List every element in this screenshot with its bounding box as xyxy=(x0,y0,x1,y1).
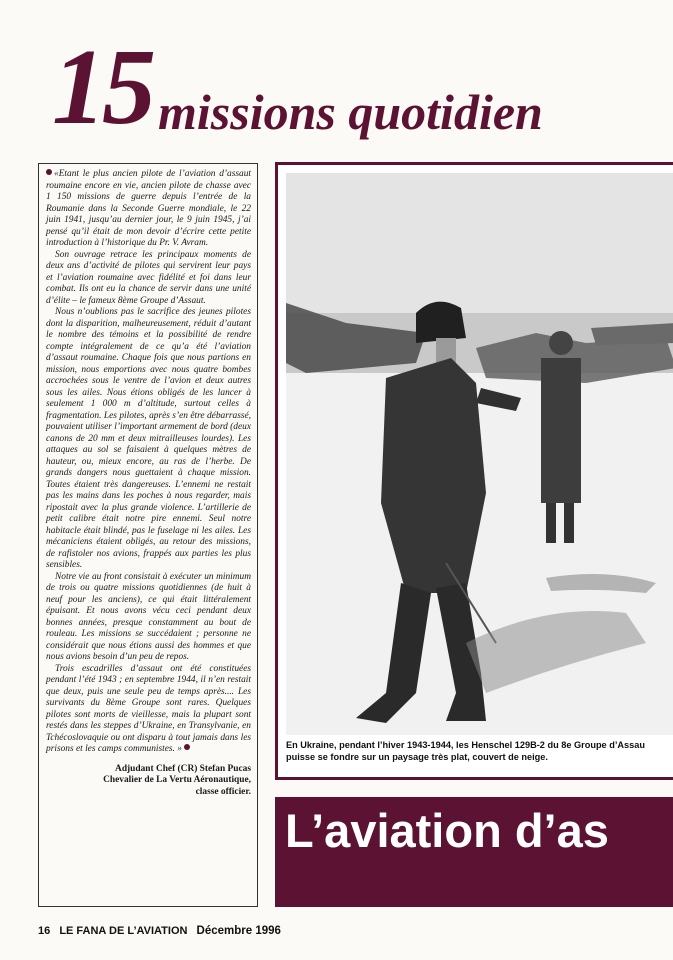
section-banner xyxy=(275,797,673,907)
sidebar-paragraph-2: Son ouvrage retrace les principaux moments de deux ans d’activité de pilotes qui servirent leur pays et l’aviation roumaine avec fidélité et foi dans leur combat. Ils ont eu la chance de servir dans une unité d’élite – le fameux 8ème Groupe d’Assaut. xyxy=(46,249,251,306)
page-footer xyxy=(38,925,287,937)
signature-name: Adjudant Chef (CR) Stefan Pucas xyxy=(115,763,251,774)
magazine-name: LE FANA DE L’AVIATION xyxy=(59,925,188,937)
caption-line-1: En Ukraine, pendant l’hiver 1943-1944, les Henschel 129B-2 du 8e Groupe d’Assau xyxy=(286,740,645,750)
sidebar-testimony xyxy=(38,163,258,907)
banner-title: L’aviation d’as xyxy=(285,804,609,857)
bullet-icon xyxy=(46,169,52,175)
sidebar-paragraph-5: Trois escadrilles d’assaut ont été constituées pendant l’été 1943 ; en septembre 1944, il n’en restait que deux, puis une seule peu de temps après.... Les survivants du 8ème Groupe sont rares. Quelques pilotes sont morts de vieillesse, mais la plupart sont restés dans les steppes d’Ukraine, en Transylvanie, en Tchécoslovaquie ou ont disparu à tout jamais dans les prisons et les camps communistes. » xyxy=(46,663,251,754)
page-number: 16 xyxy=(38,925,51,937)
signature xyxy=(46,764,251,799)
headline-number: 15 xyxy=(52,34,152,144)
headline-title: missions quotidien xyxy=(158,84,543,140)
signature-title: Chevalier de La Vertu Aéronautique, xyxy=(103,775,251,785)
end-bullet-icon xyxy=(184,744,190,750)
sidebar-paragraph-4: Notre vie au front consistait à exécuter un minimum de trois ou quatre missions quotidiennes (de huit à neuf pour les anciens), ce qui était littéralement épuisant. Et nous avons vécu ceci pendant deux bonnes années, presque constamment au bout de rouleau. Les missions se succédaient ; personne ne considérait que nous étions aussi des hommes et que nous avions besoin d’un peu de repos. xyxy=(46,571,251,662)
sidebar-paragraph-3: Nous n’oublions pas le sacrifice des jeunes pilotes dont la disparition, malheureusement, réduit d’autant le nombre des témoins et la possibilité de rendre compte intégralement de ce qu’a été l’aviation d’assaut roumaine. Chaque fois que nous partions en mission, nous emportions avec nous quatre bombes accrochées sous le ventre de l’avion et deux autres sous les ailes. Nous étions obligés de les lancer à seulement 1 000 m d’altitude, surtout celles à fragmentation. Les pilotes, après s’en être débarrassé, pouvaient utiliser l’important armement de bord (deux canons de 20 mm et deux mitrailleuses lourdes). Les attaques au sol se faisaient à quelques mètres de hauteur, ou, mieux encore, au ras de l’herbe. De grands dangers nous guettaient à chaque mission. Toutes étaient très dangereuses. L’ennemi ne restait pas les mains dans les poches à nous regarder, mais ripostait avec la plus grande violence. L’artillerie de petit calibre était notre pire ennemi. Seul notre habitacle était blindé, pas le fuselage ni les ailes. Les mécaniciens étaient obligés, au retour des missions, de rafistoler nos avions, frappés aux parties les plus sensibles. xyxy=(46,307,251,570)
photo-ukraine-winter xyxy=(286,173,673,735)
signature-class: classe officier. xyxy=(195,786,251,797)
sidebar-paragraph-1: «Etant le plus ancien pilote de l’aviation d’assaut roumaine encore en vie, ancien pilote de chasse avec 1 150 missions de guerre depuis l’entrée de la Roumanie dans la Seconde Guerre mondiale, le 22 juin 1941, jusqu’au dernier jour, le 9 juin 1945, j’ai pensé qu’il était de mon devoir d’écrire cette petite introduction à l’historique du Pr. V. Avram. xyxy=(46,169,251,248)
issue-date: Décembre 1996 xyxy=(196,925,281,937)
photo-illustration xyxy=(286,173,673,735)
photo-caption xyxy=(286,739,673,773)
headline xyxy=(52,34,673,144)
caption-line-2: puisse se fondre sur un paysage très plat, couvert de neige. xyxy=(286,752,548,762)
photo-frame xyxy=(275,162,673,780)
